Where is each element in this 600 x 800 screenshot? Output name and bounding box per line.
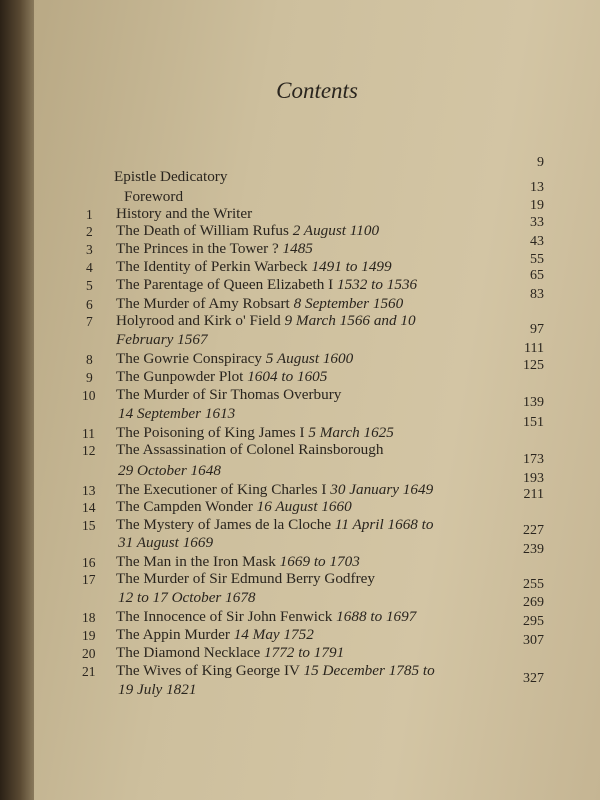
chapter-number: 15 bbox=[82, 518, 96, 533]
entry-title: The Gowrie Conspiracy bbox=[116, 350, 262, 367]
page-number: 9 bbox=[537, 155, 544, 170]
entry-title: The Wives of King George IV bbox=[116, 662, 300, 679]
chapter-number: 20 bbox=[82, 646, 96, 661]
toc-entry bbox=[116, 662, 435, 680]
chapter-number: 4 bbox=[86, 260, 93, 275]
chapter-number: 6 bbox=[86, 297, 93, 312]
page-number: 173 bbox=[523, 452, 544, 467]
page-number: 139 bbox=[523, 395, 544, 410]
chapter-number: 9 bbox=[86, 370, 93, 385]
toc-entry bbox=[116, 295, 403, 313]
entry-title: The Death of William Rufus bbox=[116, 222, 289, 239]
entry-title: The Executioner of King Charles I bbox=[116, 481, 327, 498]
page-number: 255 bbox=[523, 577, 544, 592]
chapter-number: 7 bbox=[86, 314, 93, 329]
entry-title: The Mystery of James de la Cloche bbox=[116, 516, 332, 533]
entry-title: The Identity of Perkin Warbeck bbox=[116, 258, 308, 275]
page-number: 43 bbox=[530, 234, 544, 249]
entry-title: The Murder of Sir Edmund Berry Godfrey bbox=[116, 570, 375, 587]
toc-entry bbox=[116, 570, 375, 588]
entry-dates: 1532 to 1536 bbox=[336, 276, 418, 293]
book-page bbox=[34, 0, 600, 800]
entry-title: The Murder of Amy Robsart bbox=[116, 295, 290, 312]
toc-entry bbox=[116, 350, 353, 368]
entry-dates: 1491 to 1499 bbox=[311, 258, 392, 275]
toc-entry bbox=[114, 168, 227, 186]
page-number: 55 bbox=[530, 252, 544, 267]
chapter-number: 1 bbox=[86, 207, 93, 222]
toc-entry-continuation: February 1567 bbox=[116, 331, 208, 348]
toc-entry bbox=[116, 644, 344, 662]
entry-dates: 1669 to 1703 bbox=[279, 553, 360, 570]
toc-entry bbox=[116, 626, 314, 644]
toc-entry bbox=[116, 424, 394, 442]
toc-entry bbox=[116, 368, 327, 386]
entry-dates: 14 May 1752 bbox=[233, 626, 314, 643]
entry-dates: 9 March 1566 and 10 bbox=[284, 312, 416, 329]
toc-entry bbox=[116, 205, 252, 223]
chapter-number: 10 bbox=[82, 388, 96, 403]
chapter-number: 8 bbox=[86, 352, 93, 367]
entry-dates: 2 August 1100 bbox=[292, 222, 380, 239]
chapter-number: 21 bbox=[82, 664, 96, 679]
page-number: 33 bbox=[530, 215, 544, 230]
chapter-number: 18 bbox=[82, 610, 96, 625]
toc-entry bbox=[116, 608, 416, 626]
entry-dates: 8 September 1560 bbox=[293, 295, 404, 312]
toc-entry bbox=[116, 516, 434, 534]
page-number: 269 bbox=[523, 595, 544, 610]
entry-dates: 16 August 1660 bbox=[256, 498, 352, 515]
toc-entry bbox=[116, 258, 392, 276]
page-number: 97 bbox=[530, 322, 544, 337]
entry-title: The Gunpowder Plot bbox=[116, 368, 244, 385]
entry-title: Holyrood and Kirk o' Field bbox=[116, 312, 281, 329]
toc-entry-continuation: 19 July 1821 bbox=[118, 681, 197, 698]
chapter-number: 16 bbox=[82, 555, 96, 570]
entry-title: The Poisoning of King James I bbox=[116, 424, 305, 441]
page-number: 211 bbox=[523, 487, 544, 502]
toc-entry bbox=[116, 481, 433, 499]
entry-dates: 5 August 1600 bbox=[265, 350, 354, 367]
page-number: 151 bbox=[523, 415, 544, 430]
toc-entry-continuation: 31 August 1669 bbox=[118, 534, 214, 551]
page-number: 307 bbox=[523, 633, 544, 648]
chapter-number: 19 bbox=[82, 628, 96, 643]
entry-title: The Man in the Iron Mask bbox=[116, 553, 276, 570]
chapter-number: 3 bbox=[86, 242, 93, 257]
chapter-number: 14 bbox=[82, 500, 96, 515]
page-number: 193 bbox=[523, 471, 544, 486]
page-title: Contents bbox=[276, 78, 358, 103]
toc-entry bbox=[116, 498, 352, 516]
page-number: 239 bbox=[523, 542, 544, 557]
toc-entry bbox=[116, 553, 360, 571]
page-number: 65 bbox=[530, 268, 544, 283]
page-number: 111 bbox=[524, 341, 544, 356]
toc-entry bbox=[116, 240, 313, 258]
page-number: 19 bbox=[530, 198, 544, 213]
chapter-number: 13 bbox=[82, 483, 96, 498]
entry-title: The Assassination of Colonel Rainsborough bbox=[116, 441, 384, 458]
chapter-number: 17 bbox=[82, 572, 96, 587]
entry-title: History and the Writer bbox=[116, 205, 253, 222]
entry-title: The Princes in the Tower ? bbox=[116, 240, 279, 257]
entry-dates: 15 December 1785 to bbox=[303, 662, 435, 679]
toc-entry bbox=[116, 222, 379, 240]
chapter-number: 12 bbox=[82, 443, 96, 458]
entry-dates: 30 January 1649 bbox=[330, 481, 434, 498]
chapter-number: 11 bbox=[82, 426, 95, 441]
page-number: 295 bbox=[523, 614, 544, 629]
toc-entry bbox=[116, 312, 416, 330]
toc-entry-continuation: 14 September 1613 bbox=[118, 405, 236, 422]
entry-title: The Murder of Sir Thomas Overbury bbox=[116, 386, 342, 403]
page-number: 83 bbox=[530, 287, 544, 302]
entry-title: The Appin Murder bbox=[116, 626, 230, 643]
toc-entry bbox=[116, 386, 341, 404]
chapter-number: 2 bbox=[86, 224, 93, 239]
entry-title: The Diamond Necklace bbox=[116, 644, 261, 661]
entry-dates: 1604 to 1605 bbox=[247, 368, 328, 385]
page-number: 227 bbox=[523, 523, 544, 538]
entry-title: Foreword bbox=[124, 188, 184, 205]
toc-entry bbox=[116, 441, 383, 459]
entry-title: The Parentage of Queen Elizabeth I bbox=[116, 276, 334, 293]
entry-dates: 5 March 1625 bbox=[308, 424, 394, 441]
entry-dates: 11 April 1668 to bbox=[334, 516, 434, 533]
entry-dates: 1772 to 1791 bbox=[264, 644, 345, 661]
toc-entry bbox=[124, 188, 183, 206]
entry-dates: 1688 to 1697 bbox=[336, 608, 417, 625]
chapter-number: 5 bbox=[86, 278, 93, 293]
entry-title: Epistle Dedicatory bbox=[114, 168, 228, 185]
entry-dates: 1485 bbox=[282, 240, 313, 257]
book-spine-edge bbox=[0, 0, 34, 800]
toc-entry-continuation: 12 to 17 October 1678 bbox=[118, 589, 256, 606]
toc-entry-continuation: 29 October 1648 bbox=[118, 462, 221, 479]
page-number: 125 bbox=[523, 358, 544, 373]
entry-title: The Campden Wonder bbox=[116, 498, 253, 515]
page-number: 327 bbox=[523, 671, 544, 686]
entry-title: The Innocence of Sir John Fenwick bbox=[116, 608, 333, 625]
toc-entry bbox=[116, 276, 417, 294]
page-number: 13 bbox=[530, 180, 544, 195]
